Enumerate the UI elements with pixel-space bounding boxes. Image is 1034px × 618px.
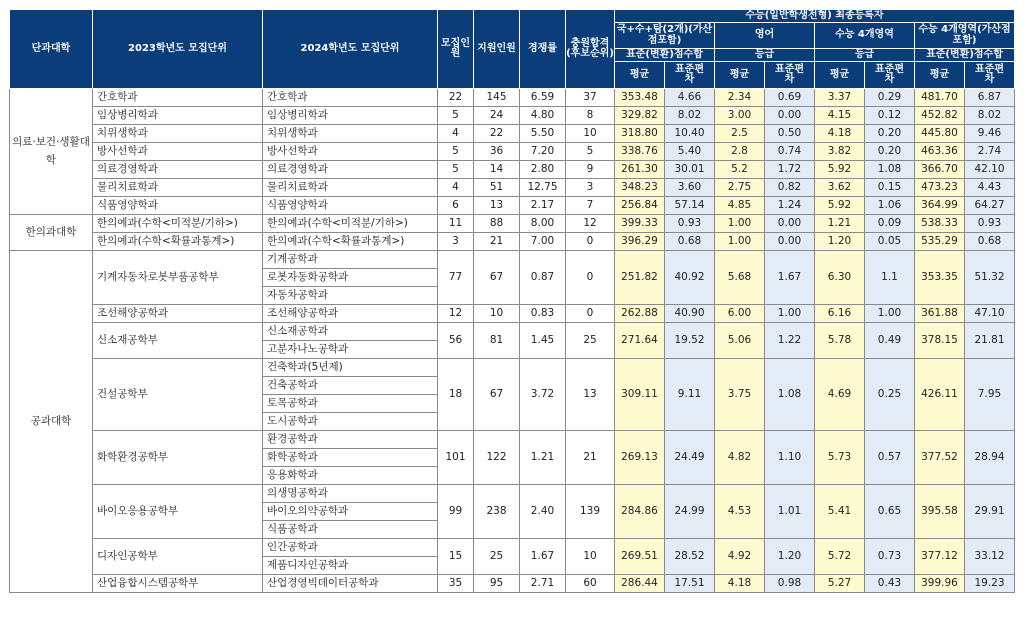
waitlist-cell: 25 bbox=[566, 323, 615, 359]
stddev-cell: 8.02 bbox=[965, 107, 1015, 125]
average-cell: 6.00 bbox=[715, 305, 765, 323]
header-quota: 모집인원 bbox=[438, 10, 474, 89]
average-cell: 481.70 bbox=[915, 89, 965, 107]
table-row bbox=[10, 485, 1015, 503]
applicants-cell: 14 bbox=[474, 161, 520, 179]
average-cell: 366.70 bbox=[915, 161, 965, 179]
stddev-cell: 30.01 bbox=[665, 161, 715, 179]
unit-2024-cell: 치위생학과 bbox=[263, 125, 438, 143]
stddev-cell: 0.82 bbox=[765, 179, 815, 197]
stddev-cell: 2.74 bbox=[965, 143, 1015, 161]
unit-2024-cell: 산업경영빅데이터공학과 bbox=[263, 575, 438, 593]
average-cell: 399.33 bbox=[615, 215, 665, 233]
stddev-cell: 0.05 bbox=[865, 233, 915, 251]
header-standard-deviation: 표준편차 bbox=[665, 62, 715, 89]
stddev-cell: 1.22 bbox=[765, 323, 815, 359]
stddev-cell: 0.69 bbox=[765, 89, 815, 107]
unit-2023-cell: 화학환경공학부 bbox=[93, 431, 263, 485]
header-standard-deviation: 표준편차 bbox=[765, 62, 815, 89]
average-cell: 251.82 bbox=[615, 251, 665, 305]
quota-cell: 5 bbox=[438, 107, 474, 125]
waitlist-cell: 139 bbox=[566, 485, 615, 539]
unit-2024-cell: 화학공학과 bbox=[263, 449, 438, 467]
ratio-cell: 2.71 bbox=[520, 575, 566, 593]
unit-2024-cell: 제품디자인공학과 bbox=[263, 557, 438, 575]
quota-cell: 3 bbox=[438, 233, 474, 251]
applicants-cell: 88 bbox=[474, 215, 520, 233]
average-cell: 377.12 bbox=[915, 539, 965, 575]
average-cell: 445.80 bbox=[915, 125, 965, 143]
applicants-cell: 22 bbox=[474, 125, 520, 143]
unit-2023-cell: 신소재공학부 bbox=[93, 323, 263, 359]
admission-table-container bbox=[9, 9, 1015, 593]
stddev-cell: 6.87 bbox=[965, 89, 1015, 107]
average-cell: 3.82 bbox=[815, 143, 865, 161]
table-body bbox=[10, 89, 1015, 593]
unit-2023-cell: 식품영양학과 bbox=[93, 197, 263, 215]
average-cell: 286.44 bbox=[615, 575, 665, 593]
average-cell: 353.48 bbox=[615, 89, 665, 107]
unit-2024-cell: 고분자나노공학과 bbox=[263, 341, 438, 359]
unit-2024-cell: 도시공학과 bbox=[263, 413, 438, 431]
unit-2024-cell: 로봇자동화공학과 bbox=[263, 269, 438, 287]
average-cell: 5.68 bbox=[715, 251, 765, 305]
average-cell: 5.72 bbox=[815, 539, 865, 575]
stddev-cell: 1.00 bbox=[765, 305, 815, 323]
stddev-cell: 64.27 bbox=[965, 197, 1015, 215]
waitlist-cell: 21 bbox=[566, 431, 615, 485]
table-row bbox=[10, 125, 1015, 143]
waitlist-cell: 8 bbox=[566, 107, 615, 125]
stddev-cell: 0.29 bbox=[865, 89, 915, 107]
stddev-cell: 7.95 bbox=[965, 359, 1015, 431]
average-cell: 5.27 bbox=[815, 575, 865, 593]
stddev-cell: 1.00 bbox=[865, 305, 915, 323]
stddev-cell: 10.40 bbox=[665, 125, 715, 143]
applicants-cell: 122 bbox=[474, 431, 520, 485]
waitlist-cell: 12 bbox=[566, 215, 615, 233]
quota-cell: 5 bbox=[438, 143, 474, 161]
average-cell: 353.35 bbox=[915, 251, 965, 305]
average-cell: 2.8 bbox=[715, 143, 765, 161]
unit-2023-cell: 건설공학부 bbox=[93, 359, 263, 431]
waitlist-cell: 10 bbox=[566, 125, 615, 143]
average-cell: 377.52 bbox=[915, 431, 965, 485]
table-row bbox=[10, 323, 1015, 341]
unit-2024-cell: 물리치료학과 bbox=[263, 179, 438, 197]
unit-2024-cell: 식품공학과 bbox=[263, 521, 438, 539]
average-cell: 3.75 bbox=[715, 359, 765, 431]
quota-cell: 6 bbox=[438, 197, 474, 215]
average-cell: 426.11 bbox=[915, 359, 965, 431]
unit-2023-cell: 의료경영학과 bbox=[93, 161, 263, 179]
applicants-cell: 238 bbox=[474, 485, 520, 539]
average-cell: 538.33 bbox=[915, 215, 965, 233]
stddev-cell: 29.91 bbox=[965, 485, 1015, 539]
stddev-cell: 0.65 bbox=[865, 485, 915, 539]
quota-cell: 77 bbox=[438, 251, 474, 305]
ratio-cell: 1.21 bbox=[520, 431, 566, 485]
waitlist-cell: 7 bbox=[566, 197, 615, 215]
stddev-cell: 5.40 bbox=[665, 143, 715, 161]
unit-2024-cell: 조선해양공학과 bbox=[263, 305, 438, 323]
waitlist-cell: 0 bbox=[566, 233, 615, 251]
unit-2023-cell: 바이오응용공학부 bbox=[93, 485, 263, 539]
average-cell: 2.34 bbox=[715, 89, 765, 107]
quota-cell: 18 bbox=[438, 359, 474, 431]
unit-2023-cell: 조선해양공학과 bbox=[93, 305, 263, 323]
unit-2024-cell: 의료경영학과 bbox=[263, 161, 438, 179]
average-cell: 4.82 bbox=[715, 431, 765, 485]
table-header bbox=[10, 10, 1015, 89]
stddev-cell: 0.00 bbox=[765, 215, 815, 233]
ratio-cell: 3.72 bbox=[520, 359, 566, 431]
header-sub-score-sum: 표준(변환)점수합 bbox=[615, 49, 715, 62]
stddev-cell: 1.06 bbox=[865, 197, 915, 215]
stddev-cell: 3.60 bbox=[665, 179, 715, 197]
average-cell: 463.36 bbox=[915, 143, 965, 161]
average-cell: 3.00 bbox=[715, 107, 765, 125]
unit-2023-cell: 간호학과 bbox=[93, 89, 263, 107]
quota-cell: 99 bbox=[438, 485, 474, 539]
applicants-cell: 21 bbox=[474, 233, 520, 251]
stddev-cell: 47.10 bbox=[965, 305, 1015, 323]
header-average: 평균 bbox=[915, 62, 965, 89]
average-cell: 309.11 bbox=[615, 359, 665, 431]
average-cell: 5.78 bbox=[815, 323, 865, 359]
college-name-cell: 공과대학 bbox=[10, 251, 93, 593]
unit-2023-cell: 디자인공학부 bbox=[93, 539, 263, 575]
ratio-cell: 2.80 bbox=[520, 161, 566, 179]
average-cell: 269.13 bbox=[615, 431, 665, 485]
header-group-korean-math-inquiry: 국+수+탐(2개)(가산점포함) bbox=[615, 23, 715, 49]
table-row bbox=[10, 161, 1015, 179]
stddev-cell: 24.99 bbox=[665, 485, 715, 539]
applicants-cell: 13 bbox=[474, 197, 520, 215]
unit-2023-cell: 방사선학과 bbox=[93, 143, 263, 161]
average-cell: 361.88 bbox=[915, 305, 965, 323]
average-cell: 329.82 bbox=[615, 107, 665, 125]
table-row bbox=[10, 539, 1015, 557]
average-cell: 473.23 bbox=[915, 179, 965, 197]
average-cell: 4.92 bbox=[715, 539, 765, 575]
stddev-cell: 0.00 bbox=[765, 107, 815, 125]
stddev-cell: 0.25 bbox=[865, 359, 915, 431]
stddev-cell: 4.43 bbox=[965, 179, 1015, 197]
quota-cell: 15 bbox=[438, 539, 474, 575]
stddev-cell: 1.1 bbox=[865, 251, 915, 305]
header-sub-score-sum: 표준(변환)점수합 bbox=[915, 49, 1015, 62]
applicants-cell: 10 bbox=[474, 305, 520, 323]
header-sub-grade: 등급 bbox=[815, 49, 915, 62]
unit-2023-cell: 물리치료학과 bbox=[93, 179, 263, 197]
average-cell: 4.85 bbox=[715, 197, 765, 215]
unit-2024-cell: 방사선학과 bbox=[263, 143, 438, 161]
ratio-cell: 1.67 bbox=[520, 539, 566, 575]
stddev-cell: 0.15 bbox=[865, 179, 915, 197]
waitlist-cell: 5 bbox=[566, 143, 615, 161]
stddev-cell: 40.90 bbox=[665, 305, 715, 323]
quota-cell: 35 bbox=[438, 575, 474, 593]
stddev-cell: 28.52 bbox=[665, 539, 715, 575]
table-row bbox=[10, 107, 1015, 125]
quota-cell: 22 bbox=[438, 89, 474, 107]
ratio-cell: 7.20 bbox=[520, 143, 566, 161]
header-standard-deviation: 표준편차 bbox=[865, 62, 915, 89]
unit-2024-cell: 한의예과(수학<미적분/기하>) bbox=[263, 215, 438, 233]
average-cell: 5.73 bbox=[815, 431, 865, 485]
stddev-cell: 9.46 bbox=[965, 125, 1015, 143]
header-unit-2023: 2023학년도 모집단위 bbox=[93, 10, 263, 89]
stddev-cell: 0.93 bbox=[965, 215, 1015, 233]
average-cell: 5.2 bbox=[715, 161, 765, 179]
stddev-cell: 33.12 bbox=[965, 539, 1015, 575]
unit-2024-cell: 토목공학과 bbox=[263, 395, 438, 413]
header-ratio: 경쟁률 bbox=[520, 10, 566, 89]
table-row bbox=[10, 431, 1015, 449]
quota-cell: 11 bbox=[438, 215, 474, 233]
average-cell: 5.41 bbox=[815, 485, 865, 539]
stddev-cell: 0.74 bbox=[765, 143, 815, 161]
ratio-cell: 5.50 bbox=[520, 125, 566, 143]
stddev-cell: 0.00 bbox=[765, 233, 815, 251]
unit-2024-cell: 간호학과 bbox=[263, 89, 438, 107]
average-cell: 3.62 bbox=[815, 179, 865, 197]
average-cell: 256.84 bbox=[615, 197, 665, 215]
ratio-cell: 0.83 bbox=[520, 305, 566, 323]
unit-2023-cell: 임상병리학과 bbox=[93, 107, 263, 125]
stddev-cell: 0.49 bbox=[865, 323, 915, 359]
unit-2024-cell: 한의예과(수학<확률과통계>) bbox=[263, 233, 438, 251]
unit-2024-cell: 응용화학과 bbox=[263, 467, 438, 485]
table-row bbox=[10, 233, 1015, 251]
table-row bbox=[10, 197, 1015, 215]
unit-2023-cell: 기계자동차로봇부품공학부 bbox=[93, 251, 263, 305]
applicants-cell: 95 bbox=[474, 575, 520, 593]
ratio-cell: 4.80 bbox=[520, 107, 566, 125]
average-cell: 399.96 bbox=[915, 575, 965, 593]
stddev-cell: 1.08 bbox=[865, 161, 915, 179]
header-college: 단과대학 bbox=[10, 10, 93, 89]
waitlist-cell: 10 bbox=[566, 539, 615, 575]
table-row bbox=[10, 251, 1015, 269]
header-standard-deviation: 표준편차 bbox=[965, 62, 1015, 89]
waitlist-cell: 37 bbox=[566, 89, 615, 107]
stddev-cell: 4.66 bbox=[665, 89, 715, 107]
stddev-cell: 57.14 bbox=[665, 197, 715, 215]
table-row bbox=[10, 179, 1015, 197]
quota-cell: 12 bbox=[438, 305, 474, 323]
applicants-cell: 51 bbox=[474, 179, 520, 197]
stddev-cell: 19.52 bbox=[665, 323, 715, 359]
stddev-cell: 9.11 bbox=[665, 359, 715, 431]
average-cell: 4.18 bbox=[715, 575, 765, 593]
header-csat-title: 수능(일반학생전형) 최종등록자 bbox=[615, 10, 1015, 23]
stddev-cell: 1.24 bbox=[765, 197, 815, 215]
average-cell: 1.00 bbox=[715, 215, 765, 233]
stddev-cell: 0.20 bbox=[865, 143, 915, 161]
average-cell: 378.15 bbox=[915, 323, 965, 359]
average-cell: 6.30 bbox=[815, 251, 865, 305]
stddev-cell: 42.10 bbox=[965, 161, 1015, 179]
ratio-cell: 6.59 bbox=[520, 89, 566, 107]
ratio-cell: 2.17 bbox=[520, 197, 566, 215]
applicants-cell: 145 bbox=[474, 89, 520, 107]
average-cell: 5.92 bbox=[815, 197, 865, 215]
average-cell: 269.51 bbox=[615, 539, 665, 575]
unit-2024-cell: 의생명공학과 bbox=[263, 485, 438, 503]
stddev-cell: 1.67 bbox=[765, 251, 815, 305]
stddev-cell: 0.93 bbox=[665, 215, 715, 233]
ratio-cell: 12.75 bbox=[520, 179, 566, 197]
average-cell: 284.86 bbox=[615, 485, 665, 539]
college-name-cell: 의료·보건·생활대학 bbox=[10, 89, 93, 215]
ratio-cell: 0.87 bbox=[520, 251, 566, 305]
waitlist-cell: 0 bbox=[566, 305, 615, 323]
average-cell: 348.23 bbox=[615, 179, 665, 197]
table-row bbox=[10, 359, 1015, 377]
average-cell: 4.69 bbox=[815, 359, 865, 431]
average-cell: 5.92 bbox=[815, 161, 865, 179]
unit-2024-cell: 바이오의약공학과 bbox=[263, 503, 438, 521]
quota-cell: 5 bbox=[438, 161, 474, 179]
average-cell: 338.76 bbox=[615, 143, 665, 161]
stddev-cell: 24.49 bbox=[665, 431, 715, 485]
average-cell: 5.06 bbox=[715, 323, 765, 359]
average-cell: 395.58 bbox=[915, 485, 965, 539]
header-average: 평균 bbox=[715, 62, 765, 89]
stddev-cell: 21.81 bbox=[965, 323, 1015, 359]
header-average: 평균 bbox=[815, 62, 865, 89]
stddev-cell: 0.98 bbox=[765, 575, 815, 593]
average-cell: 452.82 bbox=[915, 107, 965, 125]
header-average: 평균 bbox=[615, 62, 665, 89]
stddev-cell: 0.09 bbox=[865, 215, 915, 233]
ratio-cell: 2.40 bbox=[520, 485, 566, 539]
stddev-cell: 1.20 bbox=[765, 539, 815, 575]
unit-2024-cell: 인간공학과 bbox=[263, 539, 438, 557]
stddev-cell: 0.57 bbox=[865, 431, 915, 485]
applicants-cell: 25 bbox=[474, 539, 520, 575]
stddev-cell: 0.68 bbox=[665, 233, 715, 251]
average-cell: 318.80 bbox=[615, 125, 665, 143]
applicants-cell: 67 bbox=[474, 359, 520, 431]
stddev-cell: 19.23 bbox=[965, 575, 1015, 593]
unit-2024-cell: 자동차공학과 bbox=[263, 287, 438, 305]
header-group-four-areas: 수능 4개영역 bbox=[815, 23, 915, 49]
quota-cell: 101 bbox=[438, 431, 474, 485]
ratio-cell: 1.45 bbox=[520, 323, 566, 359]
ratio-cell: 7.00 bbox=[520, 233, 566, 251]
waitlist-cell: 60 bbox=[566, 575, 615, 593]
average-cell: 6.16 bbox=[815, 305, 865, 323]
stddev-cell: 1.08 bbox=[765, 359, 815, 431]
header-unit-2024: 2024학년도 모집단위 bbox=[263, 10, 438, 89]
unit-2023-cell: 한의예과(수학<미적분/기하>) bbox=[93, 215, 263, 233]
stddev-cell: 40.92 bbox=[665, 251, 715, 305]
unit-2023-cell: 한의예과(수학<확률과통계>) bbox=[93, 233, 263, 251]
stddev-cell: 0.12 bbox=[865, 107, 915, 125]
unit-2023-cell: 산업융합시스템공학부 bbox=[93, 575, 263, 593]
unit-2024-cell: 기계공학과 bbox=[263, 251, 438, 269]
average-cell: 271.64 bbox=[615, 323, 665, 359]
unit-2024-cell: 임상병리학과 bbox=[263, 107, 438, 125]
table-row bbox=[10, 215, 1015, 233]
header-applicants: 지원인원 bbox=[474, 10, 520, 89]
unit-2023-cell: 치위생학과 bbox=[93, 125, 263, 143]
table-row bbox=[10, 89, 1015, 107]
ratio-cell: 8.00 bbox=[520, 215, 566, 233]
stddev-cell: 28.94 bbox=[965, 431, 1015, 485]
stddev-cell: 0.20 bbox=[865, 125, 915, 143]
waitlist-cell: 9 bbox=[566, 161, 615, 179]
average-cell: 1.21 bbox=[815, 215, 865, 233]
average-cell: 2.5 bbox=[715, 125, 765, 143]
unit-2024-cell: 신소재공학과 bbox=[263, 323, 438, 341]
header-waitlist: 충원합격(후보순위) bbox=[566, 10, 615, 89]
table-row bbox=[10, 305, 1015, 323]
quota-cell: 56 bbox=[438, 323, 474, 359]
average-cell: 262.88 bbox=[615, 305, 665, 323]
header-group-english: 영어 bbox=[715, 23, 815, 49]
stddev-cell: 1.10 bbox=[765, 431, 815, 485]
table-row bbox=[10, 143, 1015, 161]
admission-results-table bbox=[9, 9, 1015, 593]
stddev-cell: 0.68 bbox=[965, 233, 1015, 251]
stddev-cell: 51.32 bbox=[965, 251, 1015, 305]
stddev-cell: 1.72 bbox=[765, 161, 815, 179]
unit-2024-cell: 식품영양학과 bbox=[263, 197, 438, 215]
applicants-cell: 81 bbox=[474, 323, 520, 359]
stddev-cell: 17.51 bbox=[665, 575, 715, 593]
waitlist-cell: 0 bbox=[566, 251, 615, 305]
stddev-cell: 0.50 bbox=[765, 125, 815, 143]
average-cell: 4.53 bbox=[715, 485, 765, 539]
applicants-cell: 67 bbox=[474, 251, 520, 305]
average-cell: 261.30 bbox=[615, 161, 665, 179]
stddev-cell: 8.02 bbox=[665, 107, 715, 125]
table-row bbox=[10, 575, 1015, 593]
applicants-cell: 24 bbox=[474, 107, 520, 125]
stddev-cell: 0.43 bbox=[865, 575, 915, 593]
header-sub-grade: 등급 bbox=[715, 49, 815, 62]
average-cell: 2.75 bbox=[715, 179, 765, 197]
applicants-cell: 36 bbox=[474, 143, 520, 161]
waitlist-cell: 3 bbox=[566, 179, 615, 197]
average-cell: 1.00 bbox=[715, 233, 765, 251]
average-cell: 535.29 bbox=[915, 233, 965, 251]
average-cell: 396.29 bbox=[615, 233, 665, 251]
waitlist-cell: 13 bbox=[566, 359, 615, 431]
stddev-cell: 1.01 bbox=[765, 485, 815, 539]
average-cell: 4.18 bbox=[815, 125, 865, 143]
quota-cell: 4 bbox=[438, 125, 474, 143]
unit-2024-cell: 건축공학과 bbox=[263, 377, 438, 395]
average-cell: 4.15 bbox=[815, 107, 865, 125]
unit-2024-cell: 건축학과(5년제) bbox=[263, 359, 438, 377]
header-group-four-areas-bonus: 수능 4개영역(가산점포함) bbox=[915, 23, 1015, 49]
average-cell: 1.20 bbox=[815, 233, 865, 251]
average-cell: 3.37 bbox=[815, 89, 865, 107]
college-name-cell: 한의과대학 bbox=[10, 215, 93, 251]
average-cell: 364.99 bbox=[915, 197, 965, 215]
stddev-cell: 0.73 bbox=[865, 539, 915, 575]
quota-cell: 4 bbox=[438, 179, 474, 197]
unit-2024-cell: 환경공학과 bbox=[263, 431, 438, 449]
